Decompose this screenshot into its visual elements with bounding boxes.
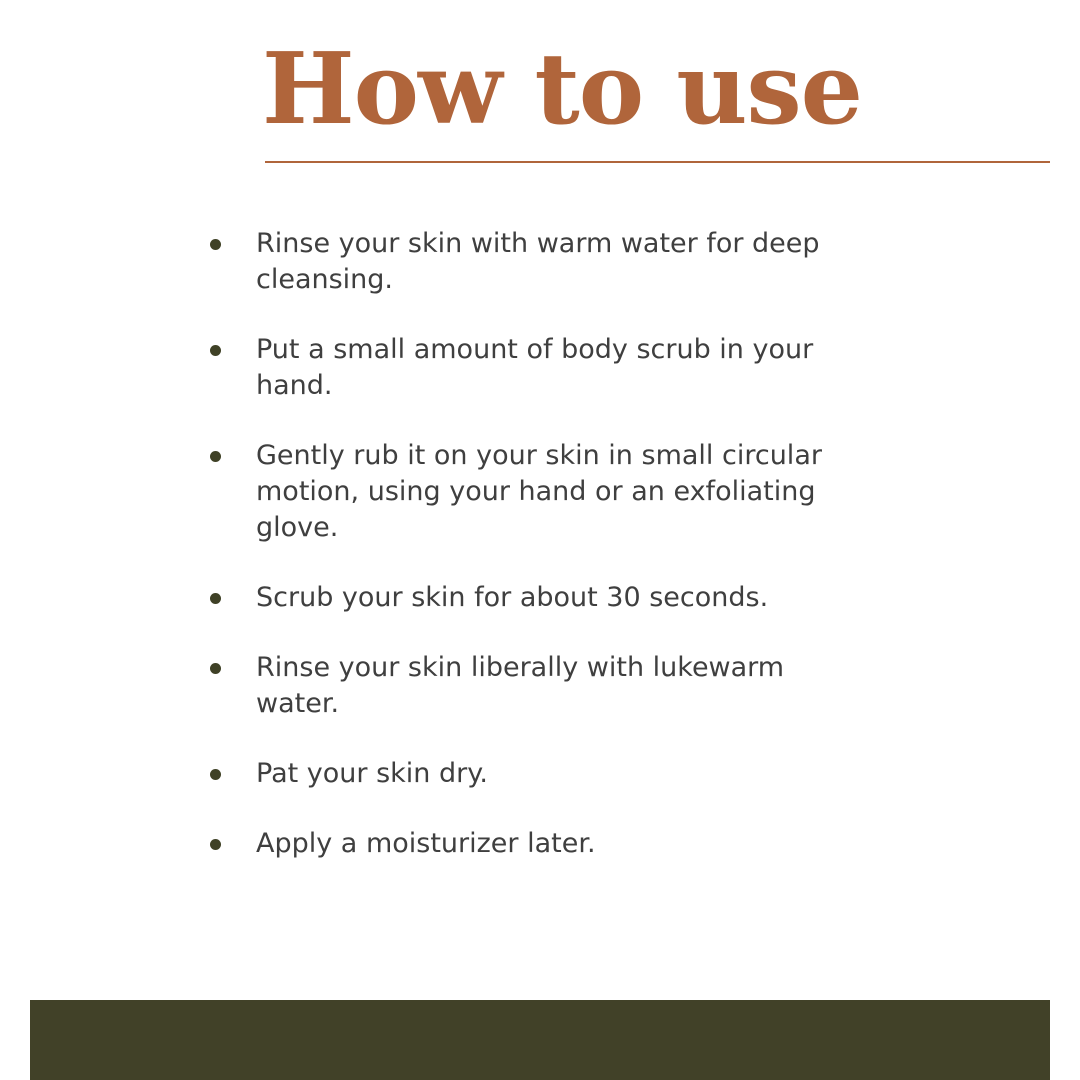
list-item: [210, 650, 870, 722]
list-item: [210, 438, 870, 546]
list-item: [210, 226, 870, 298]
steps-list: [210, 226, 870, 896]
bullet-icon: [210, 593, 221, 604]
bullet-icon: [210, 345, 221, 356]
step-text: Rinse your skin with warm water for deep cleansing.: [256, 228, 820, 295]
list-item: [210, 756, 870, 792]
bullet-icon: [210, 839, 221, 850]
step-text: Scrub your skin for about 30 seconds.: [256, 582, 769, 613]
list-item: [210, 826, 870, 862]
bullet-icon: [210, 451, 221, 462]
title-divider: [265, 161, 1050, 163]
step-text: Gently rub it on your skin in small circular motion, using your hand or an exfoliating glove.: [256, 440, 822, 543]
step-text: Put a small amount of body scrub in your hand.: [256, 334, 814, 401]
bullet-icon: [210, 663, 221, 674]
bullet-icon: [210, 239, 221, 250]
list-item: [210, 332, 870, 404]
list-item: [210, 580, 870, 616]
step-text: Rinse your skin liberally with lukewarm water.: [256, 652, 785, 719]
page-title: How to use: [262, 32, 862, 147]
footer-band: [30, 1000, 1050, 1080]
bullet-icon: [210, 769, 221, 780]
step-text: Pat your skin dry.: [256, 758, 488, 789]
step-text: Apply a moisturizer later.: [256, 828, 596, 859]
